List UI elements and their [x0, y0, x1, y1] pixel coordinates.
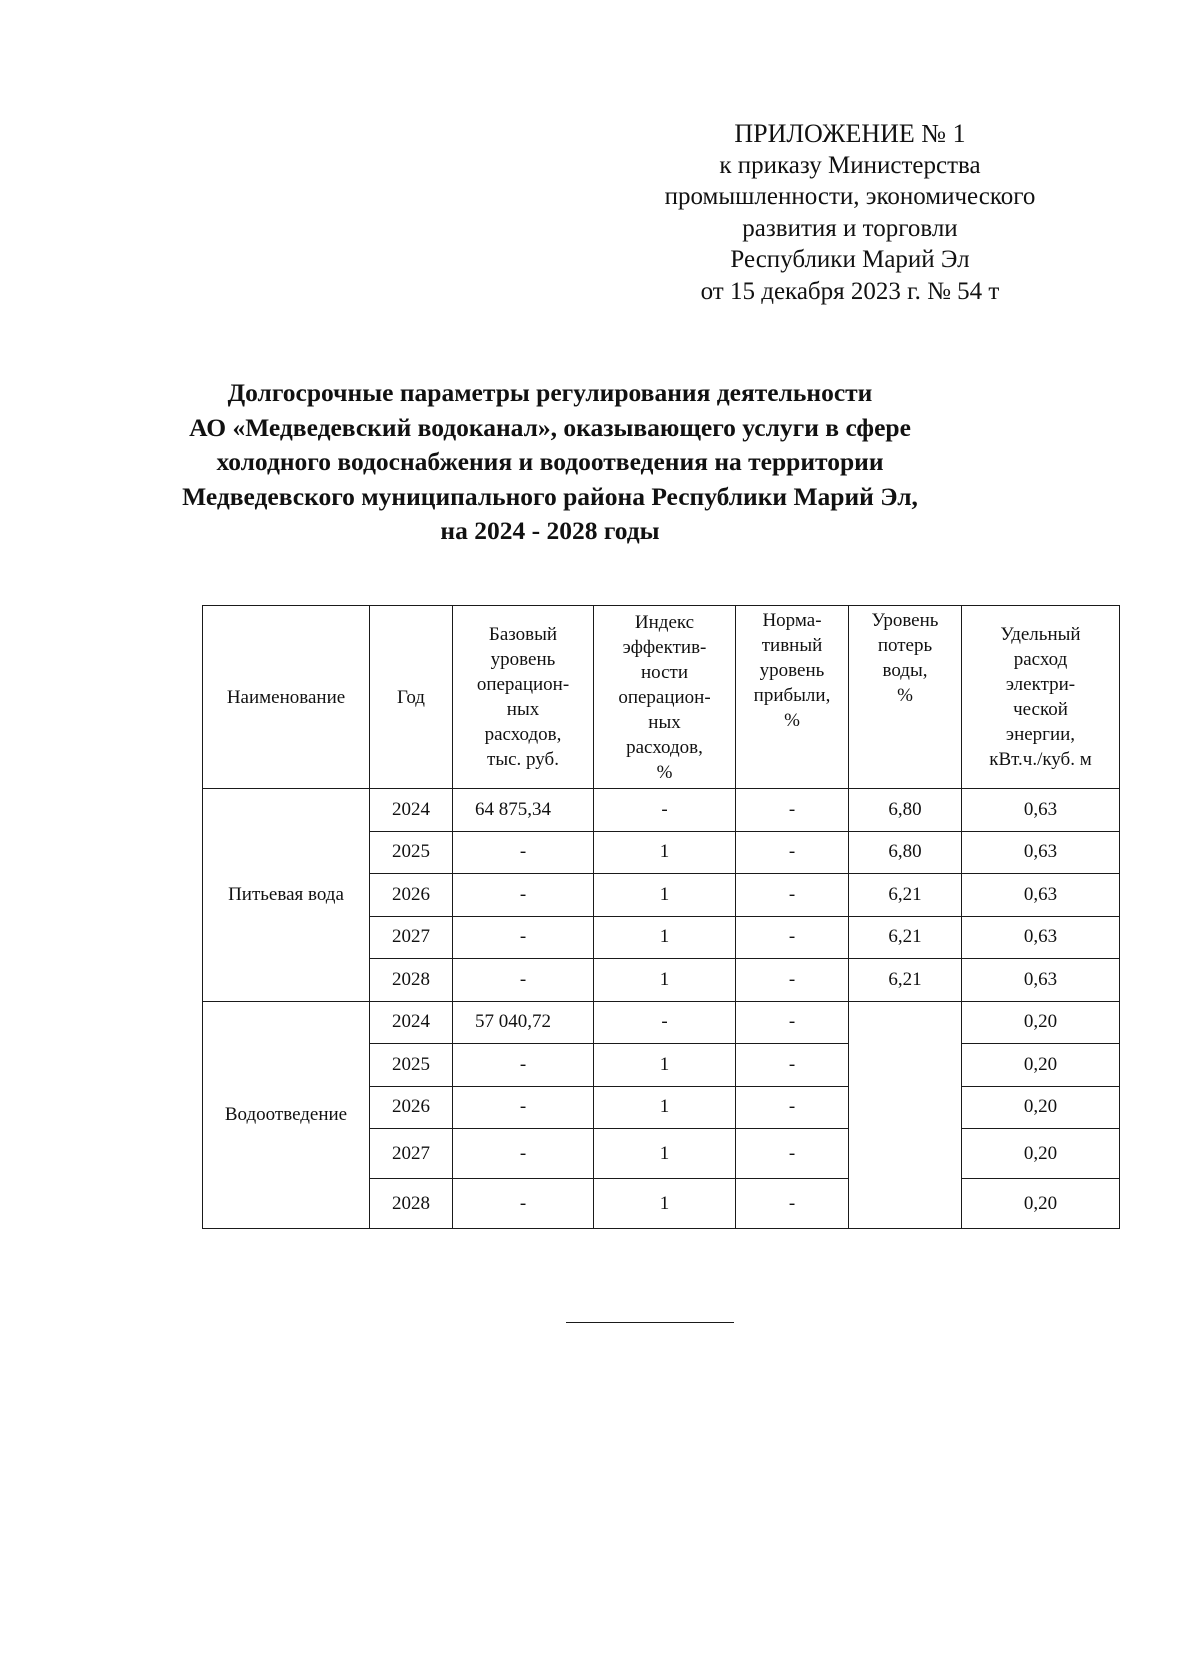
cell-base-opex: 64 875,34 [453, 789, 594, 832]
cell-year: 2027 [370, 916, 453, 959]
cell-profit-level: - [736, 959, 849, 1002]
header-line: прибыли, [753, 685, 831, 706]
header-line: энергии, [1005, 724, 1076, 745]
parameters-table [202, 605, 1120, 1229]
appendix-line: от 15 декабря 2023 г. № 54 т [700, 277, 1000, 305]
cell-water-loss: 6,80 [849, 831, 962, 874]
header-line: % [784, 710, 800, 731]
cell-efficiency-index: - [594, 789, 736, 832]
cell-profit-level: - [736, 1179, 849, 1229]
cell-energy-consumption: 0,63 [962, 916, 1120, 959]
cell-profit-level: - [736, 1086, 849, 1129]
header-line: % [897, 685, 913, 706]
group-name-drinking-water: Питьевая вода [203, 789, 370, 1002]
cell-energy-consumption: 0,63 [962, 959, 1120, 1002]
cell-year: 2026 [370, 874, 453, 917]
header-line: ных [506, 699, 540, 720]
cell-efficiency-index: 1 [594, 1129, 736, 1179]
header-line: эффектив- [622, 636, 707, 658]
cell-water-loss: 6,21 [849, 959, 962, 1002]
cell-efficiency-index: 1 [594, 916, 736, 959]
header-line: % [656, 761, 673, 783]
cell-profit-level: - [736, 1129, 849, 1179]
appendix-header [600, 118, 1100, 307]
header-line: уровень [490, 649, 556, 670]
header-line: расходов, [484, 724, 562, 745]
header-line: операцион- [476, 674, 570, 695]
header-efficiency-index [594, 606, 736, 789]
cell-energy-consumption: 0,63 [962, 789, 1120, 832]
appendix-line: к приказу Министерства [719, 151, 981, 179]
cell-energy-consumption: 0,20 [962, 1129, 1120, 1179]
header-line: кВт.ч./куб. м [989, 749, 1092, 770]
table-row [203, 1001, 1120, 1044]
cell-efficiency-index: 1 [594, 831, 736, 874]
cell-year: 2028 [370, 959, 453, 1002]
header-line: потерь [877, 635, 933, 656]
cell-profit-level: - [736, 789, 849, 832]
cell-water-loss: 6,80 [849, 789, 962, 832]
cell-efficiency-index: 1 [594, 1044, 736, 1087]
header-year: Год [370, 606, 453, 789]
header-line: тыс. руб. [487, 749, 559, 770]
cell-base-opex: - [453, 1086, 594, 1129]
cell-year: 2027 [370, 1129, 453, 1179]
cell-base-opex: - [453, 959, 594, 1002]
header-line: Базовый [488, 624, 558, 645]
title-line: на 2024 - 2028 годы [440, 516, 660, 545]
cell-profit-level: - [736, 1001, 849, 1044]
header-line: Норма- [762, 610, 822, 631]
table-header-row [203, 606, 1120, 789]
cell-energy-consumption: 0,20 [962, 1044, 1120, 1087]
cell-year: 2028 [370, 1179, 453, 1229]
cell-base-opex: - [453, 916, 594, 959]
cell-profit-level: - [736, 831, 849, 874]
cell-energy-consumption: 0,20 [962, 1179, 1120, 1229]
appendix-number: ПРИЛОЖЕНИЕ № 1 [734, 119, 966, 148]
document-title [150, 376, 950, 549]
header-line: расходов, [626, 736, 703, 758]
cell-base-opex: - [453, 874, 594, 917]
header-energy-consumption [962, 606, 1120, 789]
header-line: ческой [1013, 699, 1068, 720]
cell-base-opex: - [453, 831, 594, 874]
cell-energy-consumption: 0,20 [962, 1086, 1120, 1129]
cell-efficiency-index: 1 [594, 874, 736, 917]
cell-energy-consumption: 0,63 [962, 874, 1120, 917]
title-line: Долгосрочные параметры регулирования деятельности [227, 378, 873, 407]
cell-year: 2025 [370, 831, 453, 874]
cell-efficiency-index: 1 [594, 1086, 736, 1129]
cell-energy-consumption: 0,63 [962, 831, 1120, 874]
header-line: ности [640, 661, 689, 683]
cell-year: 2025 [370, 1044, 453, 1087]
cell-efficiency-index: 1 [594, 1179, 736, 1229]
cell-water-loss: 6,21 [849, 874, 962, 917]
title-line: Медведевского муниципального района Республики Марий Эл, [182, 481, 918, 511]
header-line: Индекс [634, 611, 695, 633]
cell-year: 2026 [370, 1086, 453, 1129]
cell-base-opex: - [453, 1179, 594, 1229]
appendix-line: развития и торговли [742, 214, 958, 242]
cell-water-loss: 6,21 [849, 916, 962, 959]
cell-energy-consumption: 0,20 [962, 1001, 1120, 1044]
header-water-loss [849, 606, 962, 789]
header-line: электри- [1005, 674, 1076, 695]
header-line: Удельный [1000, 624, 1081, 645]
header-line: операцион- [618, 686, 711, 708]
cell-base-opex: - [453, 1129, 594, 1179]
header-base-opex [453, 606, 594, 789]
cell-water-loss-empty [849, 1001, 962, 1229]
header-profit-level [736, 606, 849, 789]
header-line: тивный [761, 635, 823, 656]
closing-rule [566, 1322, 734, 1323]
cell-profit-level: - [736, 874, 849, 917]
header-line: воды, [882, 660, 928, 681]
appendix-line: промышленности, экономического [664, 183, 1036, 210]
cell-base-opex: - [453, 1044, 594, 1087]
cell-year: 2024 [370, 789, 453, 832]
cell-efficiency-index: 1 [594, 959, 736, 1002]
title-line: АО «Медведевский водоканал», оказывающего услуги в сфере [189, 412, 911, 442]
cell-profit-level: - [736, 1044, 849, 1087]
header-line: Уровень [871, 610, 939, 631]
cell-efficiency-index: - [594, 1001, 736, 1044]
header-line: уровень [759, 660, 825, 681]
header-line: расход [1013, 649, 1068, 670]
cell-year: 2024 [370, 1001, 453, 1044]
title-line: холодного водоснабжения и водоотведения на территории [216, 447, 884, 476]
table-row [203, 789, 1120, 832]
cell-base-opex: 57 040,72 [453, 1001, 594, 1044]
group-name-wastewater: Водоотведение [203, 1001, 370, 1229]
cell-profit-level: - [736, 916, 849, 959]
appendix-line: Республики Марий Эл [730, 246, 970, 273]
header-line: ных [648, 711, 681, 733]
header-name: Наименование [203, 606, 370, 789]
